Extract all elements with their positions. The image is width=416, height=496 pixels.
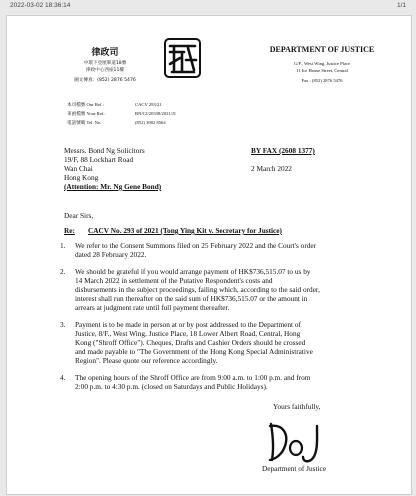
item-4-line2: 2:00 p.m. to 4:30 p.m. (closed on Saturdays and Public Holidays).: [75, 382, 268, 391]
tel-label: 電話號碼 Tel. No.:: [67, 120, 103, 125]
item-1-number: 1.: [60, 241, 66, 250]
timestamp: 2022-03-02 18:36:14: [10, 2, 71, 9]
recipient-line2: 19/F, 88 Lockhart Road: [64, 155, 134, 164]
chinese-address-line2: 律政中心西座11樓: [85, 68, 124, 73]
re-subject: CACV No. 293 of 2021 (Tong Ying Kit v. Secretary for Justice): [88, 226, 282, 235]
our-ref-label: 本司檔號 Our Ref.:: [67, 102, 104, 107]
chinese-address-line1: 中環下亞厘畢道18號: [83, 61, 127, 66]
closing: Yours faithfully,: [273, 402, 321, 411]
recipient-line1: Messrs. Bond Ng Solicitors: [64, 146, 145, 155]
item-3-line4: and made payable to "The Government of the Hong Kong Special Administrative: [75, 347, 313, 356]
signature: [265, 418, 327, 464]
item-3-number: 3.: [60, 320, 66, 329]
recipient-line3: Wan Chai: [64, 164, 93, 173]
item-3-line3: Kong ("Shroff Office"). Cheques, Drafts and Cashier Orders should be crossed: [75, 338, 306, 347]
chinese-fax: 圖文傳真：(852) 2876 5476: [74, 78, 136, 83]
item-2-line2: 14 March 2022 in settlement of the Putative Respondent's costs and: [75, 276, 273, 285]
salutation: Dear Sirs,: [64, 211, 94, 220]
re-label: Re:: [64, 226, 75, 235]
english-department-name: DEPARTMENT OF JUSTICE: [269, 45, 375, 54]
item-2-line3: disbursements in the subject proceedings, failing which, according to the said order,: [75, 285, 320, 294]
english-fax: Fax : (852) 2876 5476: [301, 78, 343, 83]
letter-page: [6, 15, 412, 495]
item-3-line2: Justice, 8/F., West Wing, Justice Place, 18 Lower Albert Road, Central, Hong: [75, 329, 301, 338]
item-2-line1: We should be grateful if you would arrange payment of HK$736,515.07 to us by: [75, 267, 311, 276]
viewer-bar: [0, 0, 416, 16]
item-2-line5: arrears at judgment rate until full payment thereafter.: [75, 303, 230, 312]
english-address-line1: G/F., West Wing, Justice Place: [293, 61, 351, 66]
doj-logo: [164, 38, 201, 78]
english-address-line2: 11 Ice House Street, Central: [296, 68, 348, 73]
item-1-line2: dated 28 February 2022.: [75, 250, 147, 259]
item-2-number: 2.: [60, 267, 66, 276]
item-1-line1: We refer to the Consent Summons filed on 25 February 2022 and the Court's order: [75, 241, 317, 250]
item-3-line1: Payment is to be made in person at or by post addressed to the Department of: [75, 320, 301, 329]
recipient-attention: (Attention: Mr. Ng Gene Bond): [64, 182, 162, 191]
chinese-department-name: 律政司: [91, 48, 119, 58]
letter-date: 2 March 2022: [251, 164, 292, 173]
recipient-line4: Hong Kong: [64, 173, 99, 182]
your-ref-value: BN/CJ/20338/2021/J1: [135, 111, 177, 116]
item-4-line1: The opening hours of the Shroff Office are from 9:00 a.m. to 1:00 p.m. and from: [75, 373, 311, 382]
item-4-number: 4.: [60, 373, 66, 382]
our-ref-value: CACV 293/21: [135, 102, 162, 107]
item-2-line4: interest shall run thereafter on the said sum of HK$736,515.07 or the amount in: [75, 294, 308, 303]
your-ref-label: 來函檔號 Your Ref.:: [67, 111, 106, 116]
page-indicator: 1/1: [396, 2, 406, 9]
item-3-line5: Region". Please quote our reference accordingly.: [75, 356, 218, 365]
tel-value: (852) 3902 8564: [135, 120, 166, 125]
delivery-method: BY FAX (2608 1377): [251, 146, 315, 155]
signatory: Department of Justice: [262, 464, 327, 473]
